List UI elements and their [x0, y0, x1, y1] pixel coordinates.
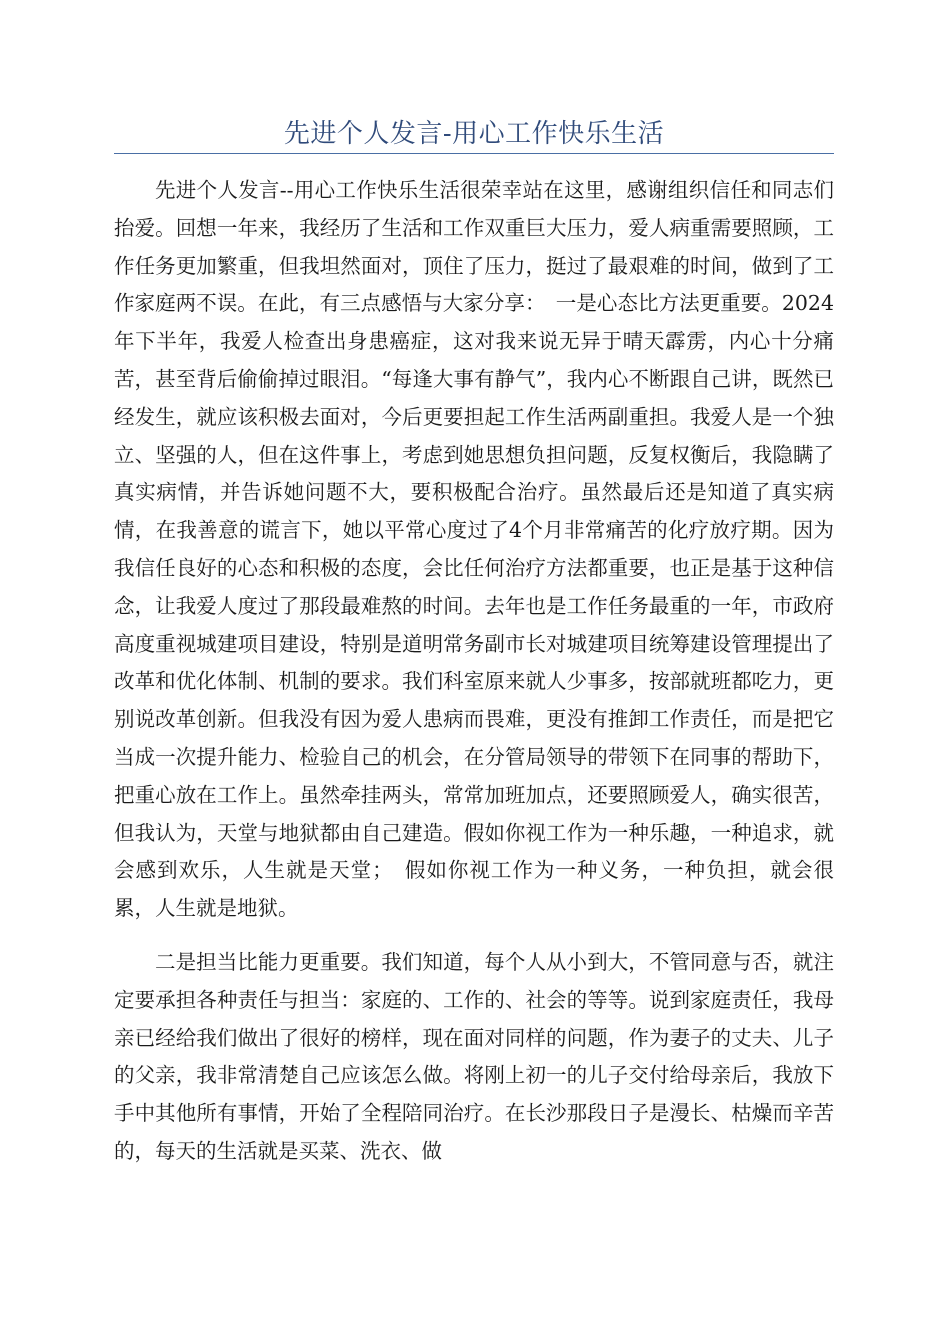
document-title: 先进个人发言-用心工作快乐生活: [283, 119, 665, 149]
document-body: [114, 172, 834, 1171]
paragraph-2: 二是担当比能力更重要。我们知道，每个人从小到大，不管同意与否，就注定要承担各种责任与担当：家庭的、工作的、社会的等等。说到家庭责任，我母亲已经给我们做出了很好的榜样，现在面对同样的问题，作为妻子的丈夫、儿子的父亲，我非常清楚自己应该怎么做。将刚上初一的儿子交付给母亲后，我放下手中其他所有事情，开始了全程陪同治疗。在长沙那段日子是漫长、枯燥而辛苦的，每天的生活就是买菜、洗衣、做: [114, 949, 834, 1163]
paragraph-1: 先进个人发言--用心工作快乐生活很荣幸站在这里，感谢组织信任和同志们抬爱。回想一年来，我经历了生活和工作双重巨大压力，爱人病重需要照顾，工作任务更加繁重，但我坦然面对，顶住了压力，挺过了最艰难的时间，做到了工作家庭两不误。在此，有三点感悟与大家分享： 一是心态比方法更重要。2024年下半年，我爱人检查出身患癌症，这对我来说无异于晴天霹雳，内心十分痛苦，甚至背后偷偷掉过眼泪。“每逢大事有静气”，我内心不断跟自己讲，既然已经发生，就应该积极去面对，今后更要担起工作生活两副重担。我爱人是一个独立、坚强的人，但在这件事上，考虑到她思想负担问题，反复权衡后，我隐瞒了真实病情，并告诉她问题不大，要积极配合治疗。虽然最后还是知道了真实病情，在我善意的谎言下，她以平常心度过了4个月非常痛苦的化疗放疗期。因为我信任良好的心态和积极的态度，会比任何治疗方法都重要，也正是基于这种信念，让我爱人度过了那段最难熬的时间。去年也是工作任务最重的一年，市政府高度重视城建项目建设，特别是道明常务副市长对城建项目统筹建设管理提出了改革和优化体制、机制的要求。我们科室原来就人少事多，按部就班都吃力，更别说改革创新。但我没有因为爱人患病而畏难，更没有推卸工作责任，而是把它当成一次提升能力、检验自己的机会，在分管局领导的带领下在同事的帮助下，把重心放在工作上。虽然牵挂两头，常常加班加点，还要照顾爱人，确实很苦，但我认为，天堂与地狱都由自己建造。假如你视工作为一种乐趣，一种追求，就会感到欢乐，人生就是天堂； 假如你视工作为一种义务，一种负担，就会很累，人生就是地狱。: [114, 178, 834, 921]
title-divider: [114, 153, 834, 154]
